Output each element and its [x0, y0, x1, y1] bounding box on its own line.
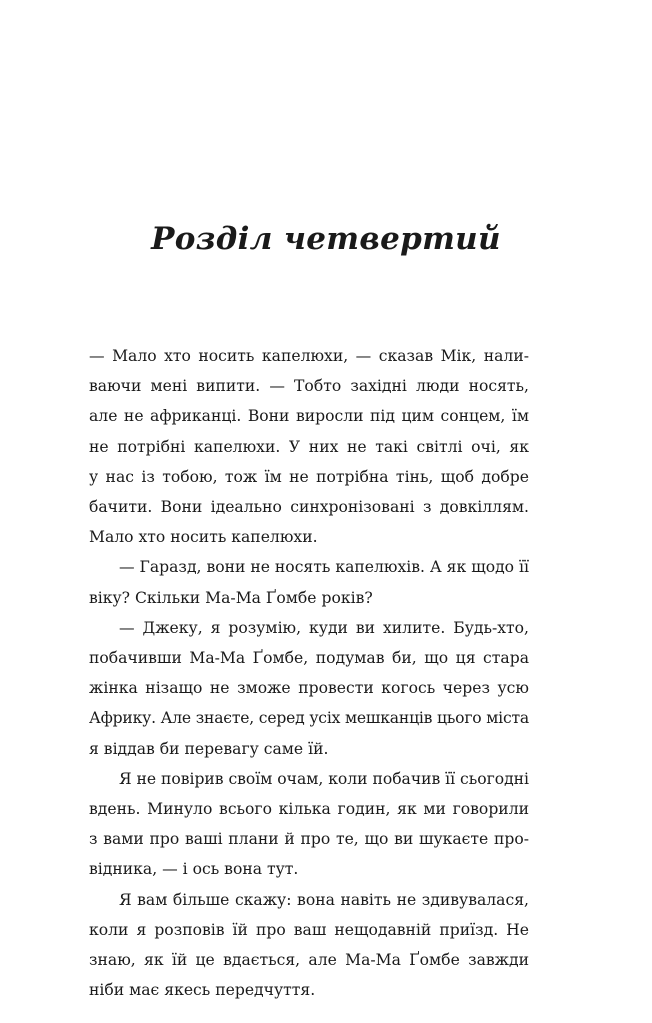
text-line: побачивши Ма-Ма Ґомбе, подумав би, що ця стара [89, 649, 529, 668]
text-line: знаю, як їй це вдається, але Ма-Ма Ґомбе завжди [89, 951, 529, 970]
text-line: Мало хто носить капелюхи. [89, 528, 318, 547]
text-line: Я не повірив своїм очам, коли побачив її сьогодні [119, 769, 529, 788]
text-line: — Джеку, я розумію, куди ви хилите. Будь-хто, [119, 618, 529, 637]
text-line: не потрібні капелюхи. У них не такі світлі очі, як [89, 437, 529, 456]
paragraph-2 [89, 552, 529, 612]
text-line: жінка нізащо не зможе провести когось через усю [89, 679, 529, 698]
body-text [89, 341, 529, 1005]
text-line: відника, — і ось вона тут. [89, 860, 299, 879]
text-line: але не африканці. Вони виросли під цим сонцем, їм [89, 407, 529, 426]
paragraph-1 [89, 341, 529, 552]
text-line: ніби має якесь передчуття. [89, 981, 316, 1000]
paragraph-4 [89, 764, 529, 885]
text-line: Африку. Але знаєте, серед усіх мешканців цього міста [89, 709, 529, 728]
text-line: я віддав би перевагу саме їй. [89, 739, 329, 758]
text-line: ваючи мені випити. — Тобто західні люди носять, [89, 377, 529, 396]
text-line: бачити. Вони ідеально синхронізовані з довкіллям. [89, 498, 529, 517]
text-line: з вами про ваші плани й про те, що ви шукаєте про- [89, 830, 529, 849]
text-line: вдень. Минуло всього кілька годин, як ми говорили [89, 800, 529, 819]
text-line: Я вам більше скажу: вона навіть не здивувалася, [119, 890, 529, 909]
text-line: коли я розповів їй про ваш нещодавній приїзд. Не [89, 920, 529, 939]
paragraph-3 [89, 613, 529, 764]
text-line: у нас із тобою, тож їм не потрібна тінь, щоб добре [89, 467, 529, 486]
chapter-title: Розділ четвертий [151, 221, 501, 257]
text-line: віку? Скільки Ма-Ма Ґомбе років? [89, 588, 373, 607]
paragraph-5 [89, 885, 529, 1006]
text-line: — Гаразд, вони не носять капелюхів. А як щодо її [119, 558, 529, 577]
text-line: — Мало хто носить капелюхи, — сказав Мік, нали- [89, 347, 529, 365]
